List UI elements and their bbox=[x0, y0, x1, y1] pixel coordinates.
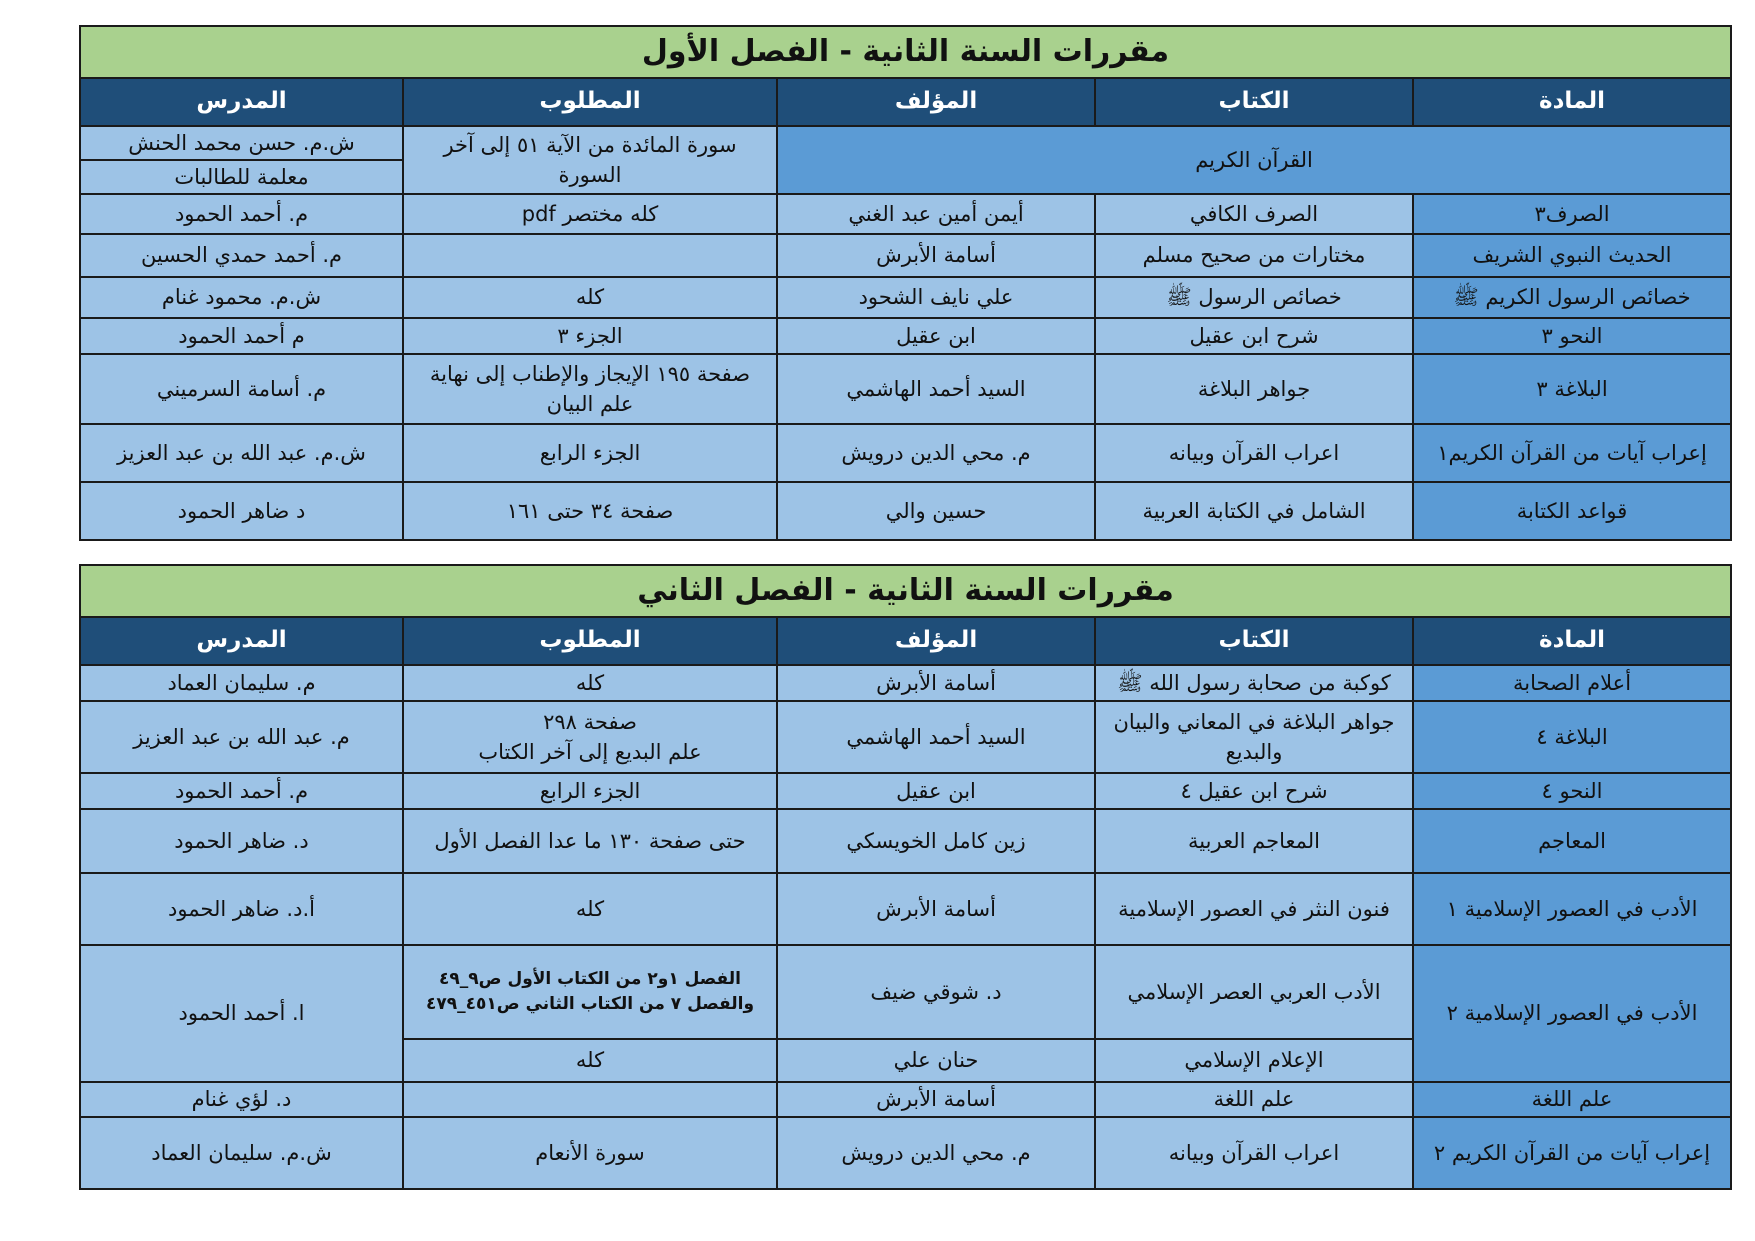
required-cell: كله bbox=[403, 873, 777, 945]
subject-cell: إعراب آيات من القرآن الكريم ٢ bbox=[1413, 1117, 1731, 1189]
table-row bbox=[80, 318, 1731, 354]
header-row bbox=[80, 78, 1731, 126]
author-cell: د. شوقي ضيف bbox=[777, 945, 1095, 1039]
book-cell: المعاجم العربية bbox=[1095, 809, 1413, 873]
table-row bbox=[80, 354, 1731, 424]
header-teacher: المدرس bbox=[80, 617, 403, 665]
required-cell bbox=[403, 234, 777, 277]
required-cell: صفحة ١٩٥ الإيجاز والإطناب إلى نهاية علم البيان bbox=[403, 354, 777, 424]
required-cell: الجزء ٣ bbox=[403, 318, 777, 354]
header-author: المؤلف bbox=[777, 78, 1095, 126]
subject-cell: الأدب في العصور الإسلامية ٢ bbox=[1413, 945, 1731, 1082]
teacher-cell: ش.م. حسن محمد الحنش bbox=[80, 126, 403, 160]
table-row bbox=[80, 809, 1731, 873]
author-cell: حنان علي bbox=[777, 1039, 1095, 1082]
author-cell: السيد أحمد الهاشمي bbox=[777, 701, 1095, 773]
book-cell: مختارات من صحيح مسلم bbox=[1095, 234, 1413, 277]
teacher-cell: أ.د. ضاهر الحمود bbox=[80, 873, 403, 945]
teacher-cell: م أحمد الحمود bbox=[80, 318, 403, 354]
subject-cell: القرآن الكريم bbox=[777, 126, 1731, 194]
table-row bbox=[80, 1082, 1731, 1117]
required-line: الفصل ١و٢ من الكتاب الأول ص٩_٤٩ bbox=[439, 969, 741, 990]
teacher-cell: ش.م. محمود غنام bbox=[80, 277, 403, 318]
semester-2-title: مقررات السنة الثانية - الفصل الثاني bbox=[80, 565, 1731, 617]
teacher-cell: د ضاهر الحمود bbox=[80, 482, 403, 540]
author-cell: ابن عقيل bbox=[777, 318, 1095, 354]
subject-cell: قواعد الكتابة bbox=[1413, 482, 1731, 540]
book-cell: شرح ابن عقيل ٤ bbox=[1095, 773, 1413, 809]
required-cell: صفحة ٣٤ حتى ١٦١ bbox=[403, 482, 777, 540]
subject-cell: الصرف٣ bbox=[1413, 194, 1731, 234]
table-row bbox=[80, 701, 1731, 773]
subject-cell: البلاغة ٤ bbox=[1413, 701, 1731, 773]
subject-cell: علم اللغة bbox=[1413, 1082, 1731, 1117]
teacher-cell: م. أسامة السرميني bbox=[80, 354, 403, 424]
author-cell: زين كامل الخويسكي bbox=[777, 809, 1095, 873]
author-cell: أسامة الأبرش bbox=[777, 873, 1095, 945]
teacher-cell: م. سليمان العماد bbox=[80, 665, 403, 701]
book-cell: جواهر البلاغة bbox=[1095, 354, 1413, 424]
subject-cell: خصائص الرسول الكريم ﷺ bbox=[1413, 277, 1731, 318]
book-cell: خصائص الرسول ﷺ bbox=[1095, 277, 1413, 318]
required-cell: الجزء الرابع bbox=[403, 424, 777, 482]
subject-cell: البلاغة ٣ bbox=[1413, 354, 1731, 424]
teacher-cell: د. ضاهر الحمود bbox=[80, 809, 403, 873]
required-cell bbox=[403, 701, 777, 773]
header-required: المطلوب bbox=[403, 78, 777, 126]
semester-1-table bbox=[79, 25, 1732, 541]
required-cell bbox=[403, 945, 777, 1039]
teacher-cell: ش.م. عبد الله بن عبد العزيز bbox=[80, 424, 403, 482]
header-subject: المادة bbox=[1413, 78, 1731, 126]
subject-cell: النحو ٣ bbox=[1413, 318, 1731, 354]
book-cell: الإعلام الإسلامي bbox=[1095, 1039, 1413, 1082]
author-cell: أسامة الأبرش bbox=[777, 234, 1095, 277]
book-cell: فنون النثر في العصور الإسلامية bbox=[1095, 873, 1413, 945]
author-cell: علي نايف الشحود bbox=[777, 277, 1095, 318]
header-book: الكتاب bbox=[1095, 617, 1413, 665]
header-teacher: المدرس bbox=[80, 78, 403, 126]
subject-cell: الأدب في العصور الإسلامية ١ bbox=[1413, 873, 1731, 945]
header-subject: المادة bbox=[1413, 617, 1731, 665]
subject-cell: الحديث النبوي الشريف bbox=[1413, 234, 1731, 277]
author-cell: أيمن أمين عبد الغني bbox=[777, 194, 1095, 234]
semester-2-table bbox=[79, 564, 1732, 1190]
required-line: علم البديع إلى آخر الكتاب bbox=[478, 740, 702, 764]
book-cell: الأدب العربي العصر الإسلامي bbox=[1095, 945, 1413, 1039]
table-row bbox=[80, 945, 1731, 1039]
author-cell: م. محي الدين درويش bbox=[777, 1117, 1095, 1189]
teacher-cell: د. لؤي غنام bbox=[80, 1082, 403, 1117]
book-cell: اعراب القرآن وبيانه bbox=[1095, 424, 1413, 482]
teacher-cell: م. أحمد الحمود bbox=[80, 773, 403, 809]
required-cell: سورة الأنعام bbox=[403, 1117, 777, 1189]
table-row bbox=[80, 1117, 1731, 1189]
table-row bbox=[80, 482, 1731, 540]
table-row bbox=[80, 773, 1731, 809]
author-cell: أسامة الأبرش bbox=[777, 1082, 1095, 1117]
header-author: المؤلف bbox=[777, 617, 1095, 665]
subject-cell: إعراب آيات من القرآن الكريم١ bbox=[1413, 424, 1731, 482]
required-cell bbox=[403, 1082, 777, 1117]
author-cell: م. محي الدين درويش bbox=[777, 424, 1095, 482]
subject-cell: أعلام الصحابة bbox=[1413, 665, 1731, 701]
required-cell: كله bbox=[403, 665, 777, 701]
required-line: والفصل ٧ من الكتاب الثاني ص٤٥١_٤٧٩ bbox=[426, 994, 755, 1014]
book-cell: جواهر البلاغة في المعاني والبيان والبديع bbox=[1095, 701, 1413, 773]
book-cell: الصرف الكافي bbox=[1095, 194, 1413, 234]
header-row bbox=[80, 617, 1731, 665]
table-row bbox=[80, 665, 1731, 701]
required-cell: كله bbox=[403, 277, 777, 318]
author-cell: أسامة الأبرش bbox=[777, 665, 1095, 701]
teacher-cell: م. أحمد حمدي الحسين bbox=[80, 234, 403, 277]
book-cell: كوكبة من صحابة رسول الله ﷺ bbox=[1095, 665, 1413, 701]
semester-1-title: مقررات السنة الثانية - الفصل الأول bbox=[80, 26, 1731, 78]
table-row bbox=[80, 126, 1731, 160]
required-cell: كله مختصر pdf bbox=[403, 194, 777, 234]
required-cell: كله bbox=[403, 1039, 777, 1082]
teacher-cell: ش.م. سليمان العماد bbox=[80, 1117, 403, 1189]
author-cell: حسين والي bbox=[777, 482, 1095, 540]
author-cell: ابن عقيل bbox=[777, 773, 1095, 809]
teacher-cell: م. عبد الله بن عبد العزيز bbox=[80, 701, 403, 773]
header-book: الكتاب bbox=[1095, 78, 1413, 126]
required-line: صفحة ٢٩٨ bbox=[543, 709, 637, 734]
book-cell: علم اللغة bbox=[1095, 1082, 1413, 1117]
required-cell: الجزء الرابع bbox=[403, 773, 777, 809]
subject-cell: المعاجم bbox=[1413, 809, 1731, 873]
table-row bbox=[80, 194, 1731, 234]
required-cell: سورة المائدة من الآية ٥١ إلى آخر السورة bbox=[403, 126, 777, 194]
author-cell: السيد أحمد الهاشمي bbox=[777, 354, 1095, 424]
table-row bbox=[80, 873, 1731, 945]
header-required: المطلوب bbox=[403, 617, 777, 665]
book-cell: شرح ابن عقيل bbox=[1095, 318, 1413, 354]
required-cell: حتى صفحة ١٣٠ ما عدا الفصل الأول bbox=[403, 809, 777, 873]
table-row bbox=[80, 234, 1731, 277]
book-cell: الشامل في الكتابة العربية bbox=[1095, 482, 1413, 540]
teacher-cell: م. أحمد الحمود bbox=[80, 194, 403, 234]
table-row bbox=[80, 277, 1731, 318]
teacher-cell: ا. أحمد الحمود bbox=[80, 945, 403, 1082]
subject-cell: النحو ٤ bbox=[1413, 773, 1731, 809]
book-cell: اعراب القرآن وبيانه bbox=[1095, 1117, 1413, 1189]
table-row bbox=[80, 424, 1731, 482]
teacher-cell: معلمة للطالبات bbox=[80, 160, 403, 194]
